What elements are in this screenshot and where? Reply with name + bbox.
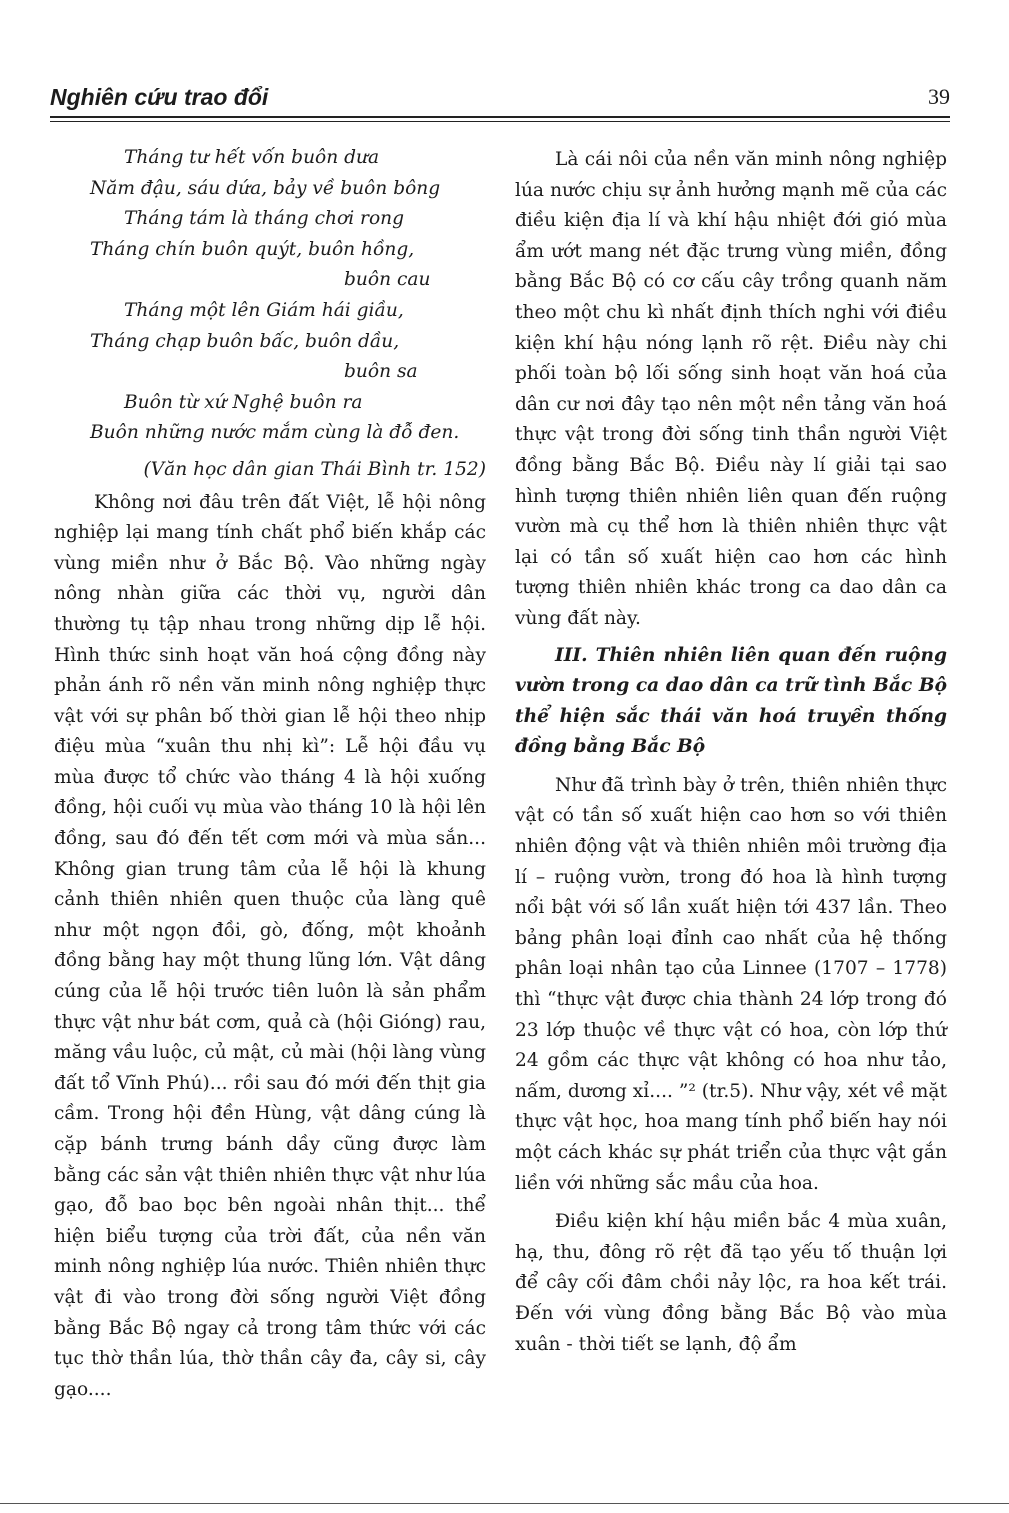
poem-line: Tháng chín buôn quýt, buôn hồng, [90,238,415,260]
page-number: 39 [928,84,950,109]
header-rule-thick [50,116,950,118]
poem-line: Năm đậu, sáu dứa, bảy về buôn bông [90,177,441,199]
poem-line: buôn sa [344,361,418,383]
poem-line: buôn cau [344,269,431,291]
poem-line: Buôn từ xứ Nghệ buôn ra [124,391,363,413]
poem-line: Tháng một lên Giám hái giầu, [124,299,404,321]
running-header [50,84,950,114]
section-heading: III. Thiên nhiên liên quan đến ruộng vườn trong ca dao dân ca trữ tình Bắc Bộ thể hiện sắc thái văn hoá truyền thống đồng bằng Bắc Bộ [515,644,947,758]
section-title: Nghiên cứu trao đổi [50,84,269,110]
right-column [515,143,947,1360]
header-rule-thin [50,121,950,122]
page-bottom-edge [0,1503,1009,1504]
body-paragraph: Là cái nôi của nền văn minh nông nghiệp lúa nước chịu sự ảnh hưởng mạnh mẽ của các điều kiện địa lí và khí hậu nhiệt đới gió mùa ẩm ướt mang nét đặc trưng vùng miền, đồng bằng Bắc Bộ có cơ cấu cây trồng quanh năm theo một chu kì nhất định thích nghi với điều kiện khí hậu nóng lạnh rõ rệt. Điều này chi phối toàn bộ lối sống sinh hoạt văn hoá của dân cư nơi đây tạo nên một nền tảng văn hoá thực vật trong đời sống tinh thần người Việt đồng bằng Bắc Bộ. Điều này lí giải tại sao hình tượng thiên nhiên liên quan đến ruộng vườn mà cụ thể hơn là thiên nhiên thực vật lại có tần số xuất hiện cao hơn các hình tượng thiên nhiên khác trong ca dao dân ca vùng đất này. [515,149,947,629]
poem-line: Buôn những nước mắm cùng là đỗ đen. [90,422,460,444]
body-paragraph: Không nơi đâu trên đất Việt, lễ hội nông nghiệp lại mang tính chất phổ biến khắp các vùng miền như ở Bắc Bộ. Vào những ngày nông nhàn giữa các thời vụ, người dân thường tụ tập nhau trong những dịp lễ hội. Hình thức sinh hoạt văn hoá cộng đồng này phản ánh rõ nền văn minh nông nghiệp thực vật với sự phân bố thời gian lễ hội theo nhịp điệu mùa “xuân thu nhị kì”: Lễ hội đầu vụ mùa được tổ chức vào tháng 4 là hội xuống đồng, hội cuối vụ mùa vào tháng 10 là hội lên đồng, sau đó đến tết cơm mới và mùa sắn... Không gian trung tâm của lễ hội là khung cảnh thiên nhiên quen thuộc của làng quê như một ngọn đồi, gò, đống, một khoảnh đồng bằng hay một thung lũng lớn. Vật dâng cúng của lễ hội trước tiên luôn là sản phẩm thực vật như bát cơm, quả cà (hội Gióng) rau, măng vầu luộc, củ mật, củ mài (hội làng vùng đất tổ Vĩnh Phú)... rồi sau đó mới đến thịt gia cầm. Trong hội đền Hùng, vật dâng cúng là cặp bánh trưng bánh dầy cũng được làm bằng các sản vật thiên nhiên thực vật như lúa gạo, đỗ bao bọc bên ngoài nhân thịt... thể hiện biểu tượng của trời đất, của nền văn minh nông nghiệp lúa nước. Thiên nhiên thực vật đi vào trong đời sống người Việt đồng bằng Bắc Bộ ngay cả trong tâm thức với các tục thờ thần lúa, thờ thần cây đa, cây si, cây gạo.... [54,491,486,1400]
poem-line: Tháng chạp buôn bấc, buôn dầu, [90,330,400,352]
poem-source: (Văn học dân gian Thái Bình tr. 152) [143,458,486,480]
body-paragraph: Như đã trình bày ở trên, thiên nhiên thực vật có tần số xuất hiện cao hơn so với thiên nhiên động vật và thiên nhiên môi trường địa lí – ruộng vườn, trong đó hoa là hình tượng nổi bật với số lần xuất hiện tới 437 lần. Theo bảng phân loại đỉnh cao nhất của hệ thống phân loại nhân tạo của Linnee (1707 – 1778) thì “thực vật được chia thành 24 lớp trong đó 23 lớp thuộc về thực vật có hoa, còn lớp thứ 24 gồm các thực vật không có hoa như tảo, nấm, dương xỉ.... ”² (tr.5). Như vậy, xét về mặt thực vật học, hoa mang tính phổ biến hay nói một cách khác sự phát triển của thực vật gắn liền với những sắc mầu của hoa. [515,774,947,1194]
poem-line: Tháng tám là tháng chơi rong [124,208,405,230]
body-paragraph: Điều kiện khí hậu miền bắc 4 mùa xuân, hạ, thu, đông rõ rệt đã tạo yếu tố thuận lợi để cây cối đâm chồi nảy lộc, ra hoa kết trái. Đến với vùng đồng bằng Bắc Bộ vào mùa xuân - thời tiết se lạnh, độ ẩm [515,1211,947,1355]
poem-line: Tháng tư hết vốn buôn dưa [124,147,380,168]
folk-poem [54,143,486,449]
left-column [54,143,486,1405]
